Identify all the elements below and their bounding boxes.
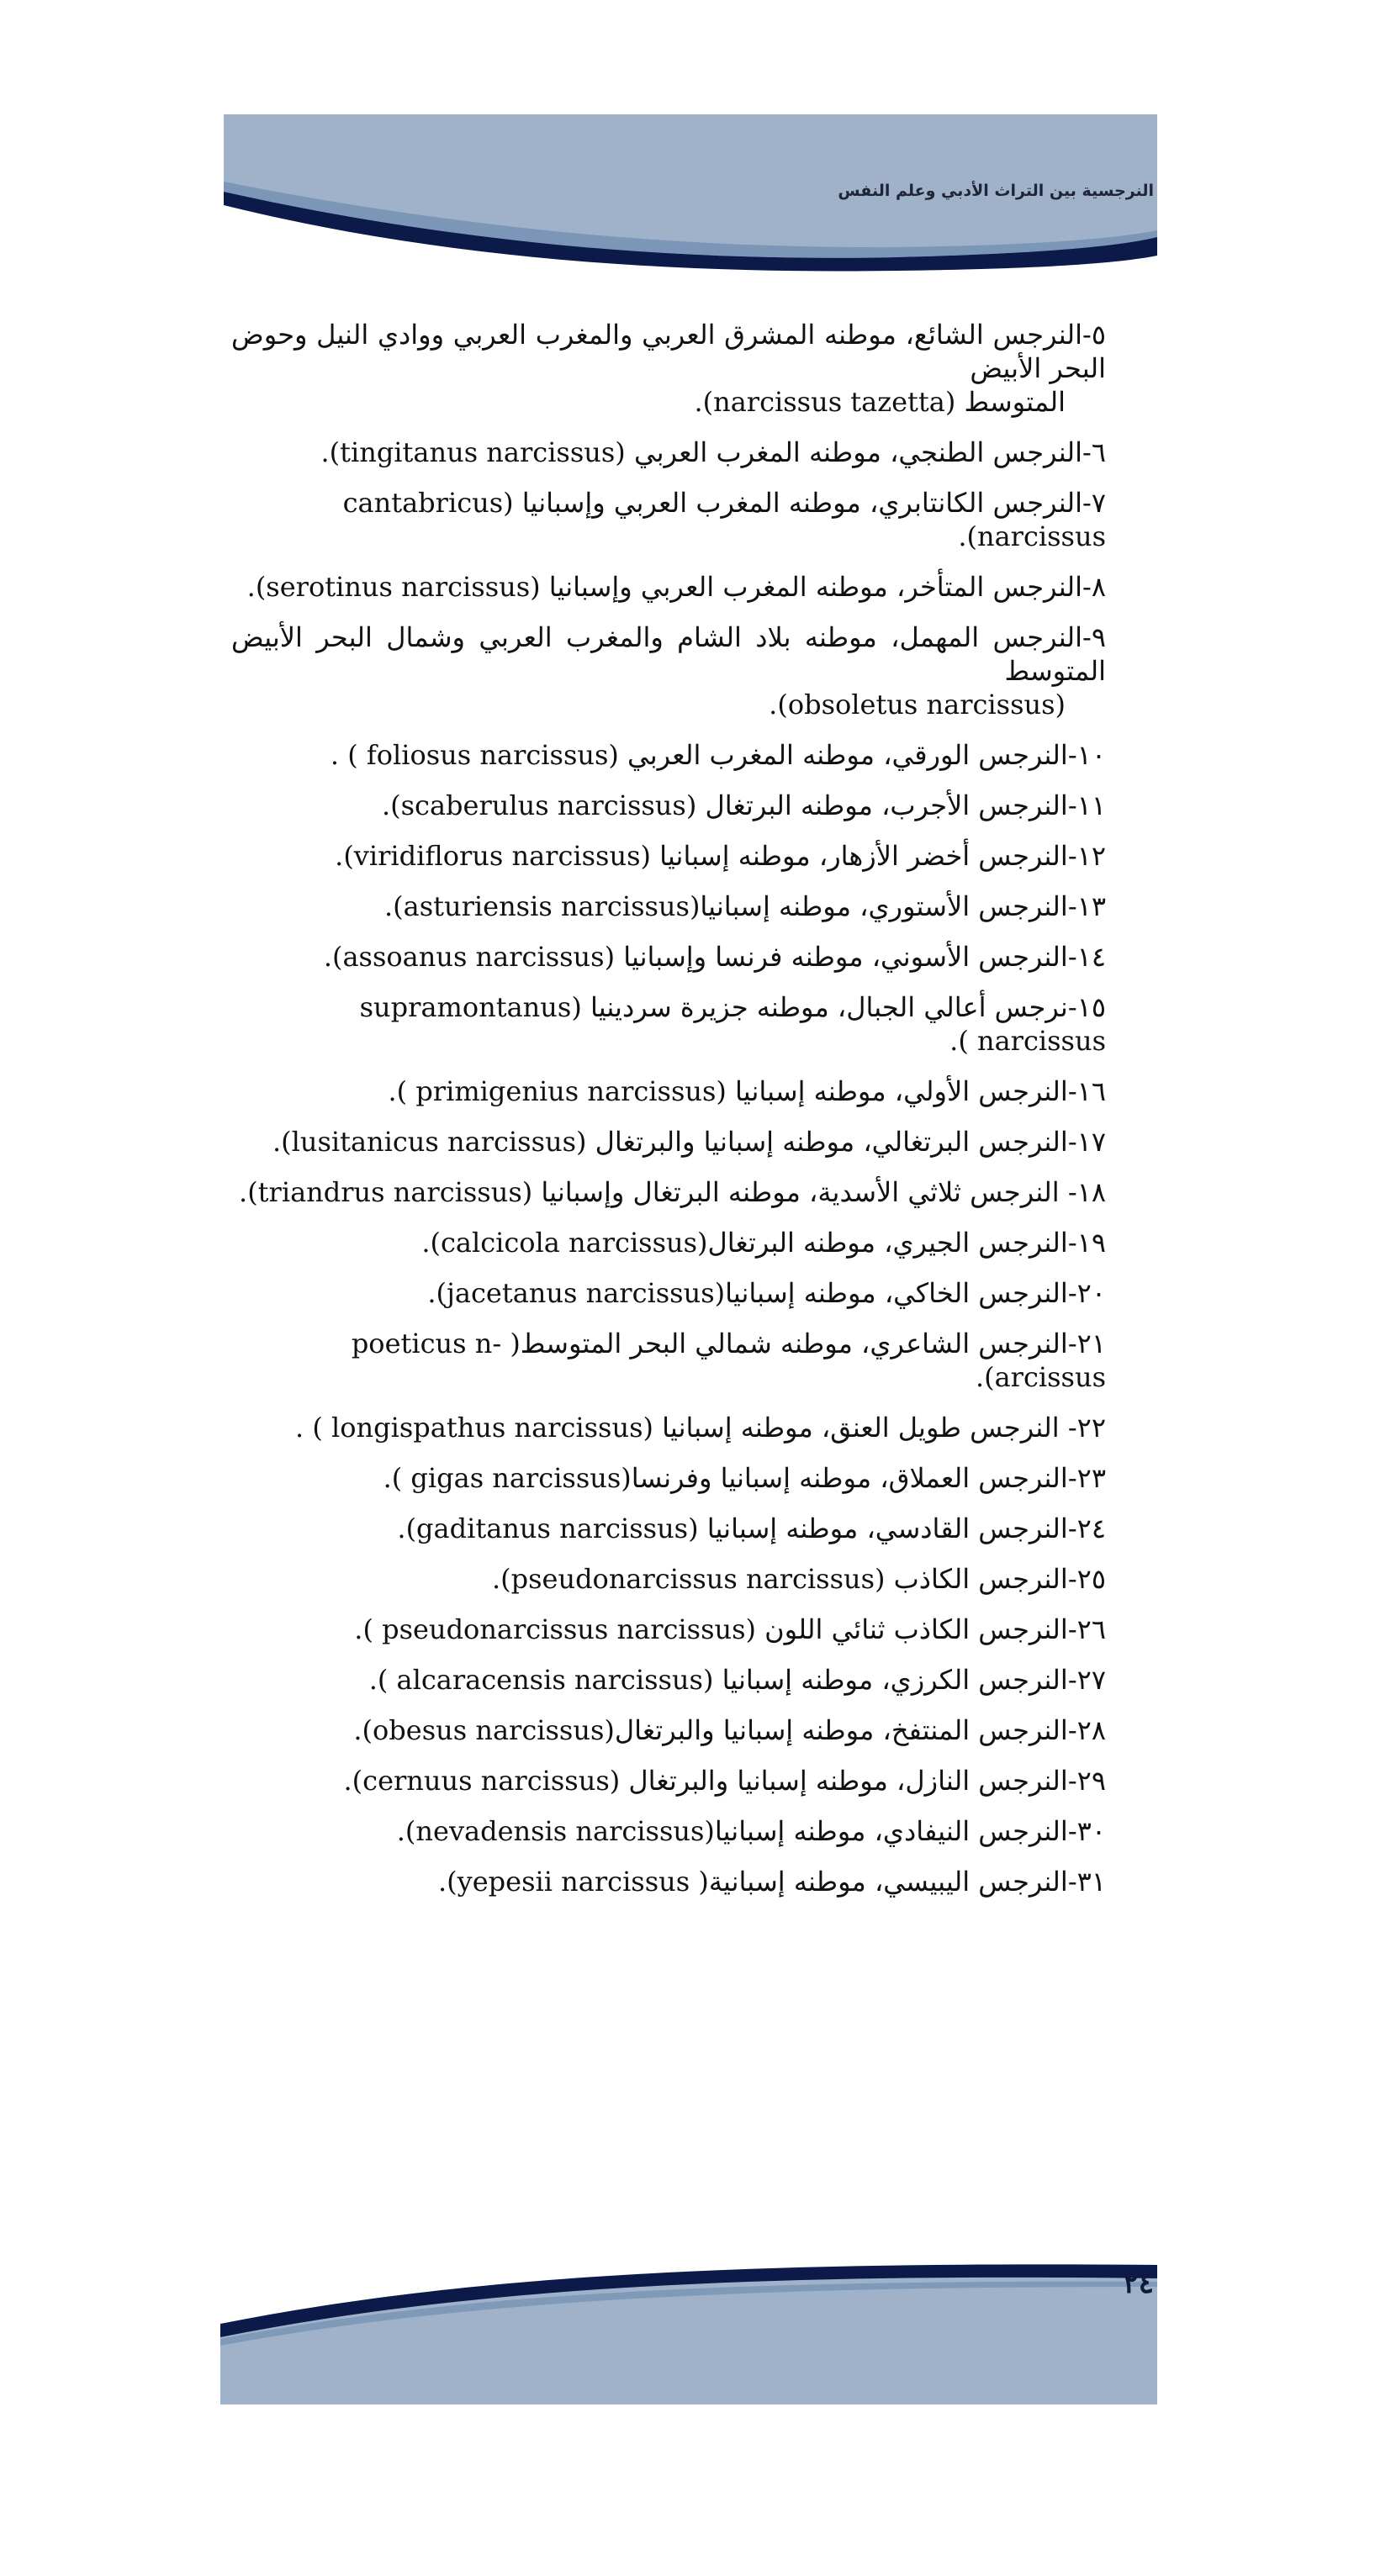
running-header-title: النرجسية بين التراث الأدبي وعلم النفس <box>838 182 1154 200</box>
species-entry <box>231 1806 1106 1856</box>
species-entry <box>231 478 1106 562</box>
entry-text: ٨-النرجس المتأخر، موطنه المغرب العربي وإسبانيا (serotinus narcissus). <box>246 571 1106 603</box>
species-entry <box>231 1503 1106 1554</box>
entry-text: ١٢-النرجس أخضر الأزهار، موطنه إسبانيا (viridiflorus narcissus). <box>335 840 1106 872</box>
entry-text: ١٧-النرجس البرتغالي، موطنه إسبانيا والبرتغال (lusitanicus narcissus). <box>272 1126 1106 1158</box>
entry-text: ١٩-النرجس الجيري، موطنه البرتغال(calcicola narcissus). <box>421 1227 1106 1259</box>
species-entry <box>231 1604 1106 1655</box>
entry-continuation: (obsoletus narcissus). <box>769 689 1066 721</box>
species-list <box>231 309 1106 1907</box>
species-entry <box>231 881 1106 932</box>
footer-wave-decoration <box>220 2262 1157 2404</box>
species-entry <box>231 982 1106 1066</box>
species-entry <box>231 612 1106 730</box>
footer-band <box>220 2262 1157 2404</box>
entry-text: ٢٢- النرجس طويل العنق، موطنه إسبانيا (longispathus narcissus ) . <box>295 1412 1106 1444</box>
entry-text: ٩-النرجس المهمل، موطنه بلاد الشام والمغرب العربي وشمال البحر الأبيض المتوسط <box>231 621 1107 687</box>
entry-text: ٣٠-النرجس النيفادي، موطنه إسبانيا(nevadensis narcissus). <box>396 1815 1106 1847</box>
entry-text: ١٨- النرجس ثلاثي الأسدية، موطنه البرتغال وإسبانيا (triandrus narcissus). <box>239 1176 1106 1208</box>
species-entry <box>231 932 1106 982</box>
entry-text: ٢٤-النرجس القادسي، موطنه إسبانيا (gaditanus narcissus). <box>397 1512 1106 1544</box>
species-entry <box>231 1655 1106 1705</box>
entry-text: ٢١-النرجس الشاعري، موطنه شمالي البحر المتوسط( poeticus n-arcissus). <box>351 1328 1106 1393</box>
entry-text: ١٦-النرجس الأولي، موطنه إسبانيا (primigenius narcissus ). <box>388 1075 1106 1107</box>
species-entry <box>231 831 1106 881</box>
entry-text: ١٤-النرجس الأسوني، موطنه فرنسا وإسبانيا (assoanus narcissus). <box>323 941 1106 973</box>
entry-text: ٥-النرجس الشائع، موطنه المشرق العربي والمغرب العربي ووادي النيل وحوض البحر الأبيض <box>231 319 1107 384</box>
species-entry <box>231 562 1106 612</box>
entry-text: ٢٦-النرجس الكاذب ثنائي اللون (pseudonarcissus narcissus ). <box>354 1613 1106 1645</box>
entry-text: ٢٠-النرجس الخاكي، موطنه إسبانيا(jacetanus narcissus). <box>427 1277 1106 1309</box>
entry-text: ١٣-النرجس الأستوري، موطنه إسبانيا(asturiensis narcissus). <box>383 890 1106 922</box>
species-entry <box>231 1268 1106 1318</box>
species-entry <box>231 1755 1106 1806</box>
entry-text: ٢٧-النرجس الكرزي، موطنه إسبانيا (alcaracensis narcissus ). <box>368 1664 1106 1696</box>
entry-text: ١٠-النرجس الورقي، موطنه المغرب العربي (foliosus narcissus ) . <box>330 739 1106 771</box>
species-entry <box>231 1167 1106 1217</box>
species-entry <box>231 309 1106 427</box>
entry-text: ١١-النرجس الأجرب، موطنه البرتغال (scaberulus narcissus). <box>381 789 1106 821</box>
species-entry <box>231 1705 1106 1755</box>
entry-text: ٦-النرجس الطنجي، موطنه المغرب العربي (tingitanus narcissus). <box>320 436 1106 468</box>
entry-text: ١٥-نرجس أعالي الجبال، موطنه جزيرة سردينيا (supramontanus narcissus ). <box>359 991 1106 1057</box>
entry-text: ٢٣-النرجس العملاق، موطنه إسبانيا وفرنسا(gigas narcissus ). <box>383 1462 1106 1494</box>
species-entry <box>231 1217 1106 1268</box>
species-entry <box>231 780 1106 831</box>
species-entry <box>231 1453 1106 1503</box>
entry-text: ٢٥-النرجس الكاذب (pseudonarcissus narcissus). <box>491 1563 1106 1595</box>
species-entry <box>231 1554 1106 1604</box>
page-number: ٢٤ <box>1123 2267 1154 2300</box>
entry-text: ٢٩-النرجس النازل، موطنه إسبانيا والبرتغال (cernuus narcissus). <box>343 1765 1106 1797</box>
entry-text: ٧-النرجس الكانتابري، موطنه المغرب العربي وإسبانيا (cantabricus narcissus). <box>342 487 1106 552</box>
entry-text: ٣١-النرجس اليبيسي، موطنه إسبانية( yepesii narcissus). <box>438 1866 1106 1898</box>
species-entry <box>231 1856 1106 1907</box>
species-entry <box>231 1066 1106 1116</box>
entry-text: ٢٨-النرجس المنتفخ، موطنه إسبانيا والبرتغال(obesus narcissus). <box>353 1714 1106 1746</box>
entry-continuation: المتوسط (narcissus tazetta). <box>694 386 1066 418</box>
species-entry <box>231 427 1106 478</box>
species-entry <box>231 1318 1106 1402</box>
species-entry <box>231 1116 1106 1167</box>
species-entry <box>231 730 1106 780</box>
species-entry <box>231 1402 1106 1453</box>
